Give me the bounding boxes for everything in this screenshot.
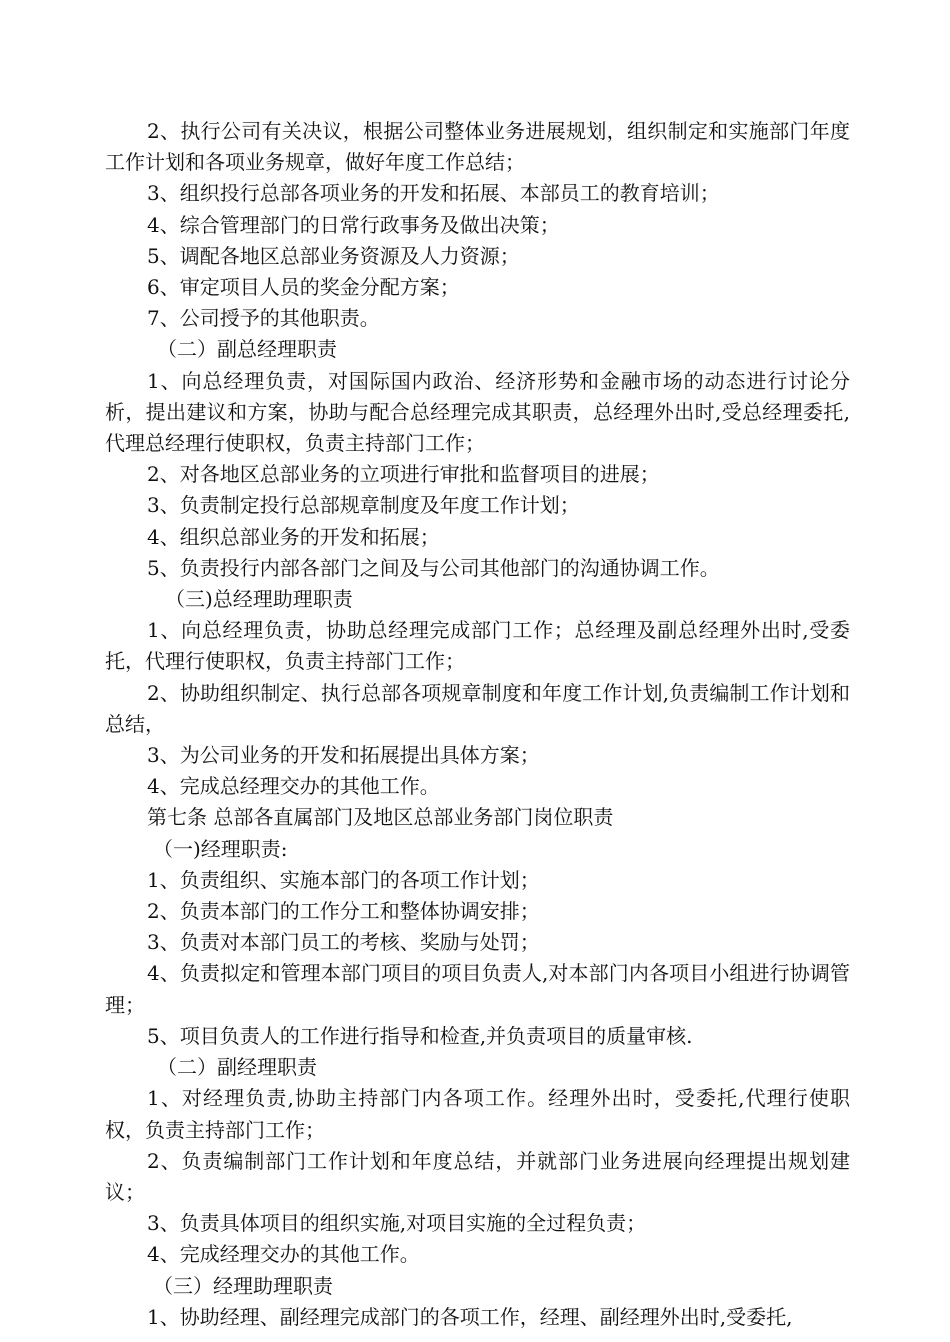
paragraph: 5、负责投行内部各部门之间及与公司其他部门的沟通协调工作。 bbox=[147, 555, 720, 580]
paragraph: 1、协助经理、副经理完成部门的各项工作，经理、副经理外出时,受委托, bbox=[147, 1304, 793, 1329]
paragraph: 4、组织总部业务的开发和拓展； bbox=[147, 524, 440, 549]
paragraph: 1、负责组织、实施本部门的各项工作计划； bbox=[147, 867, 540, 892]
section-heading: （三）经理助理职责 bbox=[153, 1273, 333, 1298]
paragraph: 2、执行公司有关决议，根据公司整体业务进展规划，组织制定和实施部门年度工作计划和各项业务规章，做好年度工作总结； bbox=[105, 119, 850, 175]
paragraph: 6、审定项目人员的奖金分配方案； bbox=[147, 275, 460, 300]
paragraph: 1、向总经理负责，协助总经理完成部门工作；总经理及副总经理外出时,受委托，代理行使职权，负责主持部门工作； bbox=[105, 618, 850, 674]
paragraph: 2、对各地区总部业务的立项进行审批和监督项目的进展； bbox=[147, 462, 660, 487]
paragraph: 7、公司授予的其他职责。 bbox=[147, 306, 380, 331]
paragraph: 3、负责对本部门员工的考核、奖励与处罚； bbox=[147, 930, 540, 955]
paragraph: 3、负责具体项目的组织实施,对项目实施的全过程负责； bbox=[147, 1211, 647, 1236]
section-heading: （一)经理职责: bbox=[153, 836, 288, 861]
paragraph: 1、对经理负责,协助主持部门内各项工作。经理外出时，受委托,代理行使职权，负责主持部门工作； bbox=[105, 1086, 850, 1142]
section-heading: （二）副经理职责 bbox=[157, 1055, 317, 1080]
paragraph: 5、项目负责人的工作进行指导和检查,并负责项目的质量审核. bbox=[147, 1023, 693, 1048]
paragraph: 4、完成经理交办的其他工作。 bbox=[147, 1242, 420, 1267]
article-heading: 第七条 总部各直属部门及地区总部业务部门岗位职责 bbox=[147, 805, 614, 830]
paragraph: 2、负责本部门的工作分工和整体协调安排； bbox=[147, 899, 540, 924]
paragraph: 3、负责制定投行总部规章制度及年度工作计划； bbox=[147, 493, 580, 518]
paragraph: 3、为公司业务的开发和拓展提出具体方案； bbox=[147, 743, 540, 768]
paragraph: 2、协助组织制定、执行总部各项规章制度和年度工作计划,负责编制工作计划和总结， bbox=[105, 680, 850, 736]
document-body bbox=[105, 116, 850, 1333]
paragraph: 4、综合管理部门的日常行政事务及做出决策； bbox=[147, 212, 560, 237]
paragraph: 4、负责拟定和管理本部门项目的项目负责人,对本部门内各项目小组进行协调管理； bbox=[105, 961, 850, 1017]
paragraph: 2、负责编制部门工作计划和年度总结，并就部门业务进展向经理提出规划建议； bbox=[105, 1148, 850, 1204]
section-heading: （三)总经理助理职责 bbox=[165, 587, 353, 612]
paragraph: 4、完成总经理交办的其他工作。 bbox=[147, 774, 440, 799]
paragraph: 5、调配各地区总部业务资源及人力资源； bbox=[147, 243, 520, 268]
paragraph: 3、组织投行总部各项业务的开发和拓展、本部员工的教育培训； bbox=[147, 181, 720, 206]
paragraph: 1、向总经理负责，对国际国内政治、经济形势和金融市场的动态进行讨论分析，提出建议和方案，协助与配合总经理完成其职责，总经理外出时,受总经理委托,代理总经理行使职权，负责主持部门工作； bbox=[105, 368, 850, 456]
section-heading: （二）副总经理职责 bbox=[157, 337, 337, 362]
